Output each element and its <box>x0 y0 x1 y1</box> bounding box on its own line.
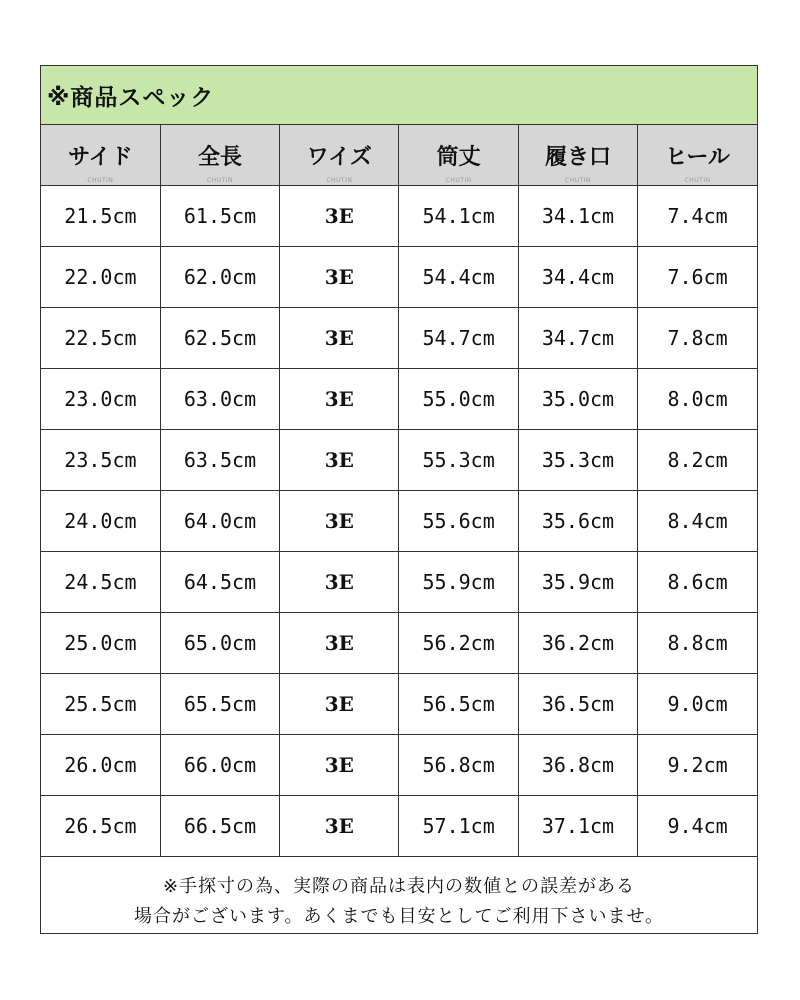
table-cell: 8.4cm <box>638 491 757 552</box>
table-cell: 35.3cm <box>518 430 637 491</box>
header-cell <box>280 125 399 186</box>
table-cell: 22.5cm <box>41 308 160 369</box>
table-cell: 55.3cm <box>399 430 518 491</box>
table-row <box>41 735 757 796</box>
table-cell: 3E <box>280 491 399 552</box>
table-cell: 7.6cm <box>638 247 757 308</box>
table-cell: 61.5cm <box>160 186 279 247</box>
table-row <box>41 552 757 613</box>
spec-title: ※商品スペック <box>41 66 757 125</box>
table-row <box>41 796 757 857</box>
table-cell: 25.5cm <box>41 674 160 735</box>
table-cell: 34.4cm <box>518 247 637 308</box>
header-label: サイド <box>68 144 133 170</box>
table-cell: 63.5cm <box>160 430 279 491</box>
table-cell: 3E <box>280 308 399 369</box>
table-cell: 57.1cm <box>399 796 518 857</box>
note-line: 場合がございます。あくまでも目安としてご利用下さいませ。 <box>133 905 665 927</box>
header-cell <box>638 125 757 186</box>
disclaimer-note <box>41 857 757 946</box>
table-cell: 8.2cm <box>638 430 757 491</box>
watermark: CHUTIN <box>87 177 114 184</box>
table-cell: 23.5cm <box>41 430 160 491</box>
watermark: CHUTIN <box>326 177 353 184</box>
table-cell: 3E <box>280 247 399 308</box>
table-cell: 24.0cm <box>41 491 160 552</box>
table-cell: 23.0cm <box>41 369 160 430</box>
table-cell: 22.0cm <box>41 247 160 308</box>
header-cell <box>399 125 518 186</box>
header-label: 筒丈 <box>436 144 481 170</box>
table-cell: 65.5cm <box>160 674 279 735</box>
table-cell: 35.0cm <box>518 369 637 430</box>
header-label: ヒール <box>665 144 730 170</box>
table-row <box>41 247 757 308</box>
watermark: CHUTIN <box>684 177 711 184</box>
table-cell: 54.7cm <box>399 308 518 369</box>
table-cell: 24.5cm <box>41 552 160 613</box>
table-cell: 9.4cm <box>638 796 757 857</box>
table-cell: 26.0cm <box>41 735 160 796</box>
table-cell: 54.4cm <box>399 247 518 308</box>
table-cell: 3E <box>280 186 399 247</box>
table-cell: 66.5cm <box>160 796 279 857</box>
header-cell <box>160 125 279 186</box>
header-label: 履き口 <box>544 144 611 170</box>
table-cell: 36.2cm <box>518 613 637 674</box>
header-label: 全長 <box>197 144 242 170</box>
spec-panel <box>40 65 758 934</box>
table-cell: 62.5cm <box>160 308 279 369</box>
table-cell: 36.5cm <box>518 674 637 735</box>
table-cell: 35.9cm <box>518 552 637 613</box>
table-row <box>41 369 757 430</box>
table-row <box>41 308 757 369</box>
table-cell: 3E <box>280 552 399 613</box>
table-cell: 62.0cm <box>160 247 279 308</box>
table-cell: 9.0cm <box>638 674 757 735</box>
header-cell <box>41 125 160 186</box>
table-cell: 3E <box>280 796 399 857</box>
table-cell: 55.6cm <box>399 491 518 552</box>
size-table <box>41 125 757 857</box>
table-cell: 64.0cm <box>160 491 279 552</box>
table-cell: 8.8cm <box>638 613 757 674</box>
table-cell: 55.9cm <box>399 552 518 613</box>
table-row <box>41 430 757 491</box>
table-cell: 21.5cm <box>41 186 160 247</box>
table-cell: 63.0cm <box>160 369 279 430</box>
table-row <box>41 491 757 552</box>
table-cell: 56.2cm <box>399 613 518 674</box>
header-label: ワイズ <box>306 144 372 170</box>
table-cell: 26.5cm <box>41 796 160 857</box>
table-cell: 3E <box>280 674 399 735</box>
table-cell: 8.0cm <box>638 369 757 430</box>
watermark: CHUTIN <box>445 177 472 184</box>
table-cell: 35.6cm <box>518 491 637 552</box>
table-cell: 55.0cm <box>399 369 518 430</box>
table-row <box>41 613 757 674</box>
table-cell: 66.0cm <box>160 735 279 796</box>
table-cell: 56.8cm <box>399 735 518 796</box>
table-cell: 7.8cm <box>638 308 757 369</box>
header-row <box>41 125 757 186</box>
header-cell <box>518 125 637 186</box>
table-cell: 7.4cm <box>638 186 757 247</box>
table-cell: 54.1cm <box>399 186 518 247</box>
note-line: ※手探寸の為、実際の商品は表内の数値との誤差がある <box>162 875 636 897</box>
table-cell: 25.0cm <box>41 613 160 674</box>
table-body <box>41 186 757 857</box>
table-cell: 56.5cm <box>399 674 518 735</box>
table-cell: 3E <box>280 735 399 796</box>
table-cell: 3E <box>280 430 399 491</box>
table-cell: 34.7cm <box>518 308 637 369</box>
table-row <box>41 186 757 247</box>
watermark: CHUTIN <box>564 177 591 184</box>
table-cell: 37.1cm <box>518 796 637 857</box>
table-cell: 9.2cm <box>638 735 757 796</box>
table-cell: 3E <box>280 613 399 674</box>
table-cell: 64.5cm <box>160 552 279 613</box>
table-cell: 65.0cm <box>160 613 279 674</box>
table-row <box>41 674 757 735</box>
table-cell: 8.6cm <box>638 552 757 613</box>
watermark: CHUTIN <box>206 177 233 184</box>
table-cell: 36.8cm <box>518 735 637 796</box>
table-cell: 3E <box>280 369 399 430</box>
table-cell: 34.1cm <box>518 186 637 247</box>
